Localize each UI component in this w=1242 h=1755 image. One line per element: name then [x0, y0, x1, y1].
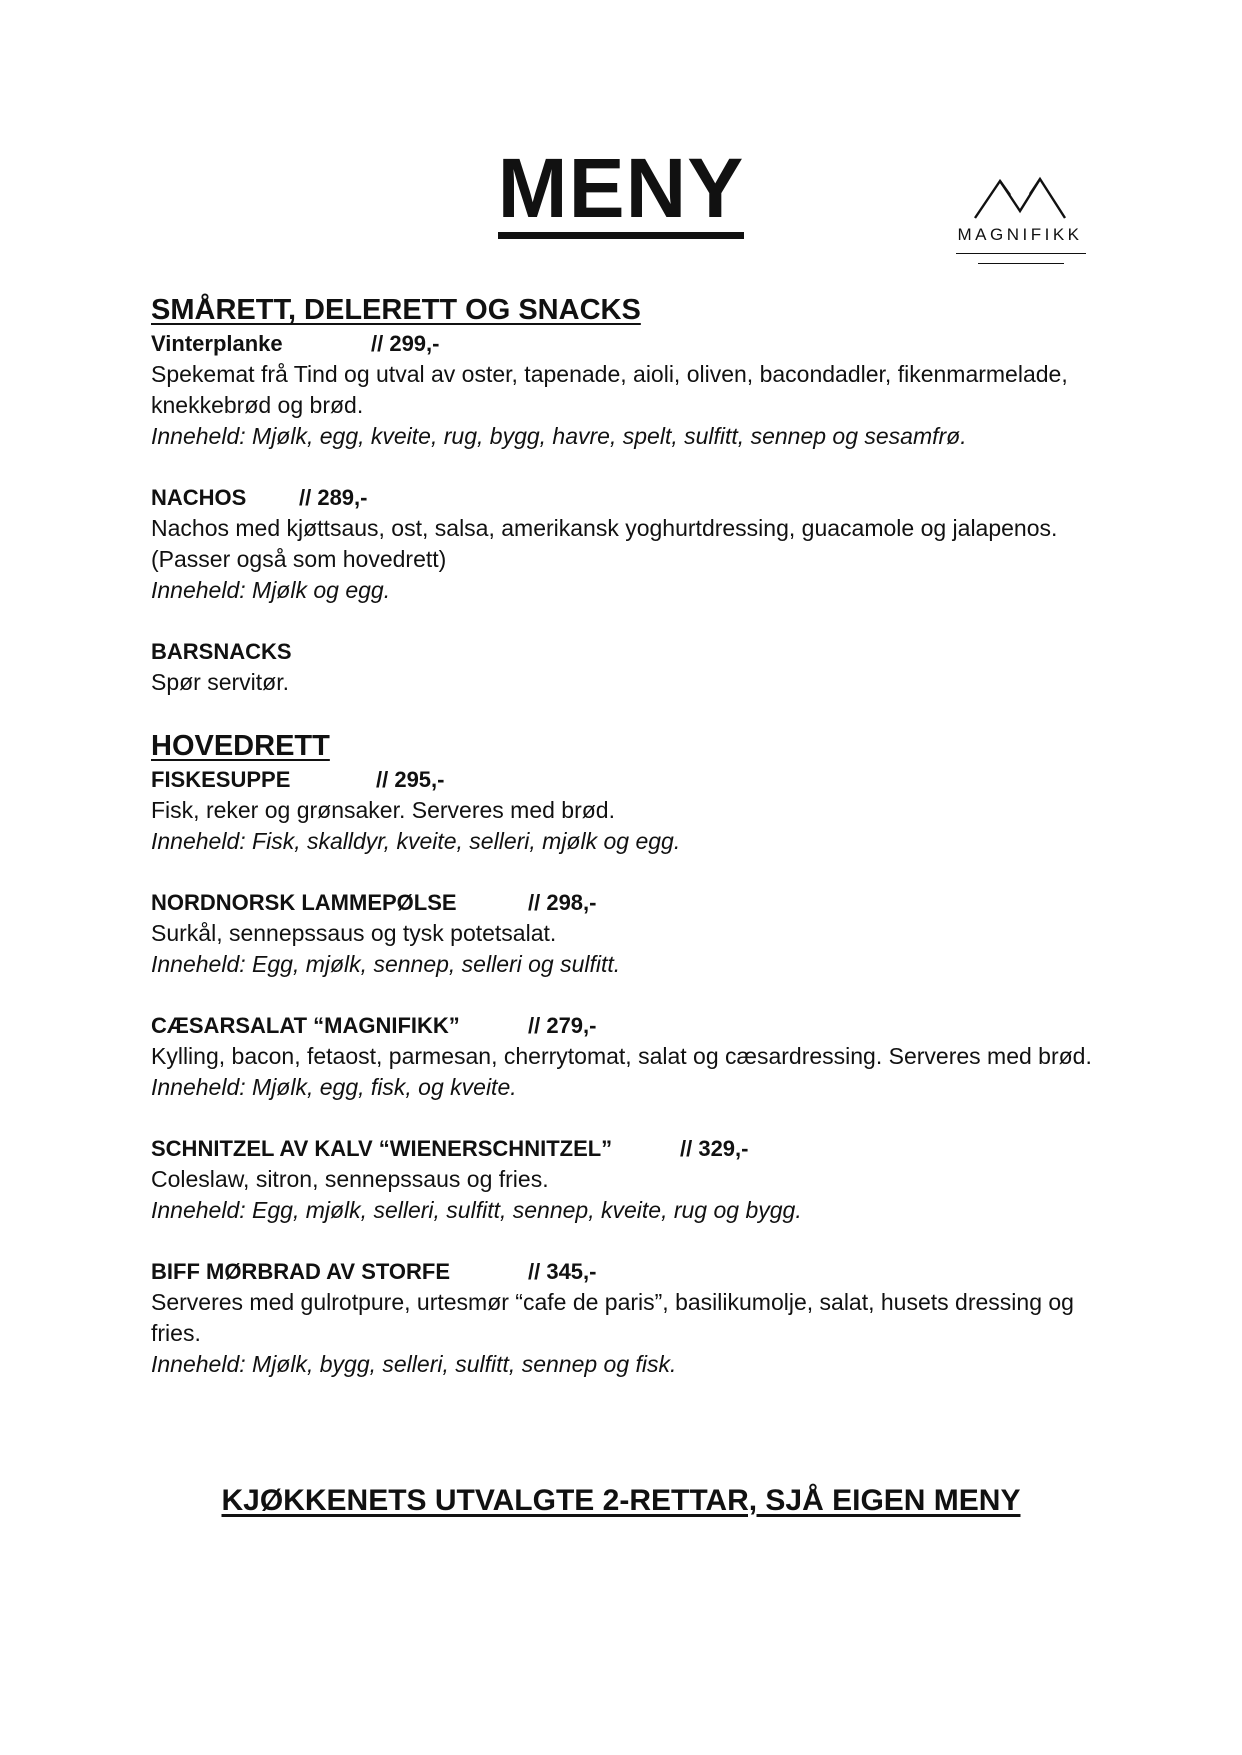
item-description: Kylling, bacon, fetaost, parmesan, cherrytomat, salat og cæsardressing. Serveres med brød. [151, 1043, 1092, 1069]
item-allergens: Inneheld: Mjølk og egg. [151, 577, 391, 603]
item-head [151, 482, 1111, 513]
menu-item [151, 887, 1111, 980]
item-price: // 345,- [528, 1259, 597, 1284]
footer-note: KJØKKENETS UTVALGTE 2-RETTAR, SJÅ EIGEN MENY [221, 1484, 1021, 1517]
item-name: Vinterplanke [151, 331, 283, 356]
page-title: MENY [0, 146, 1242, 239]
item-head [151, 636, 1111, 667]
menu-item [151, 1133, 1111, 1226]
item-price: // 329,- [680, 1136, 749, 1161]
item-description: Serveres med gulrotpure, urtesmør “cafe de paris”, basilikumolje, salat, husets dressing og fries. [151, 1289, 1074, 1346]
item-head [151, 328, 1111, 359]
item-price: // 299,- [371, 331, 440, 356]
menu-item [151, 482, 1111, 606]
item-description: Surkål, sennepssaus og tysk potetsalat. [151, 920, 557, 946]
logo-rule [978, 263, 1064, 264]
item-name: FISKESUPPE [151, 767, 291, 792]
magnifikk-logo [950, 175, 1090, 270]
item-name: NACHOS [151, 485, 247, 510]
item-head [151, 887, 1111, 918]
item-description: Spør servitør. [151, 669, 290, 695]
item-name: BARSNACKS [151, 639, 292, 664]
menu-item [151, 636, 1111, 698]
item-allergens: Inneheld: Fisk, skalldyr, kveite, selleri, mjølk og egg. [151, 828, 681, 854]
logo-rule [956, 253, 1086, 254]
item-head [151, 1010, 1111, 1041]
item-price: // 279,- [528, 1013, 597, 1038]
menu-content [151, 292, 1111, 1380]
menu-item [151, 1010, 1111, 1103]
menu-item [151, 764, 1111, 857]
item-allergens: Inneheld: Egg, mjølk, selleri, sulfitt, sennep, kveite, rug og bygg. [151, 1197, 802, 1223]
menu-item [151, 328, 1111, 452]
item-price: // 289,- [299, 485, 368, 510]
item-name: BIFF MØRBRAD AV STORFE [151, 1259, 451, 1284]
item-description: Nachos med kjøttsaus, ost, salsa, amerikansk yoghurtdressing, guacamole og jalapenos. (Passer også som hovedrett) [151, 515, 1058, 572]
item-price: // 295,- [376, 767, 445, 792]
item-description: Coleslaw, sitron, sennepssaus og fries. [151, 1166, 549, 1192]
item-name: NORDNORSK LAMMEPØLSE [151, 890, 457, 915]
item-head [151, 1133, 1111, 1164]
item-description: Spekemat frå Tind og utval av oster, tapenade, aioli, oliven, bacondadler, fikenmarmelade, knekkebrød og brød. [151, 361, 1068, 418]
mountain-icon [972, 175, 1068, 220]
item-price: // 298,- [528, 890, 597, 915]
item-head [151, 764, 1111, 795]
item-allergens: Inneheld: Egg, mjølk, sennep, selleri og sulfitt. [151, 951, 621, 977]
item-allergens: Inneheld: Mjølk, egg, fisk, og kveite. [151, 1074, 517, 1100]
section-heading: HOVEDRETT [151, 730, 330, 762]
item-description: Fisk, reker og grønsaker. Serveres med brød. [151, 797, 615, 823]
logo-wordmark: MAGNIFIKK [957, 225, 1083, 244]
menu-item [151, 1256, 1111, 1380]
item-name: CÆSARSALAT “MAGNIFIKK” [151, 1013, 460, 1038]
section-heading: SMÅRETT, DELERETT OG SNACKS [151, 294, 641, 326]
item-allergens: Inneheld: Mjølk, bygg, selleri, sulfitt, sennep og fisk. [151, 1351, 677, 1377]
item-allergens: Inneheld: Mjølk, egg, kveite, rug, bygg, havre, spelt, sulfitt, sennep og sesamfrø. [151, 423, 967, 449]
item-name: SCHNITZEL AV KALV “WIENERSCHNITZEL” [151, 1136, 613, 1161]
item-head [151, 1256, 1111, 1287]
